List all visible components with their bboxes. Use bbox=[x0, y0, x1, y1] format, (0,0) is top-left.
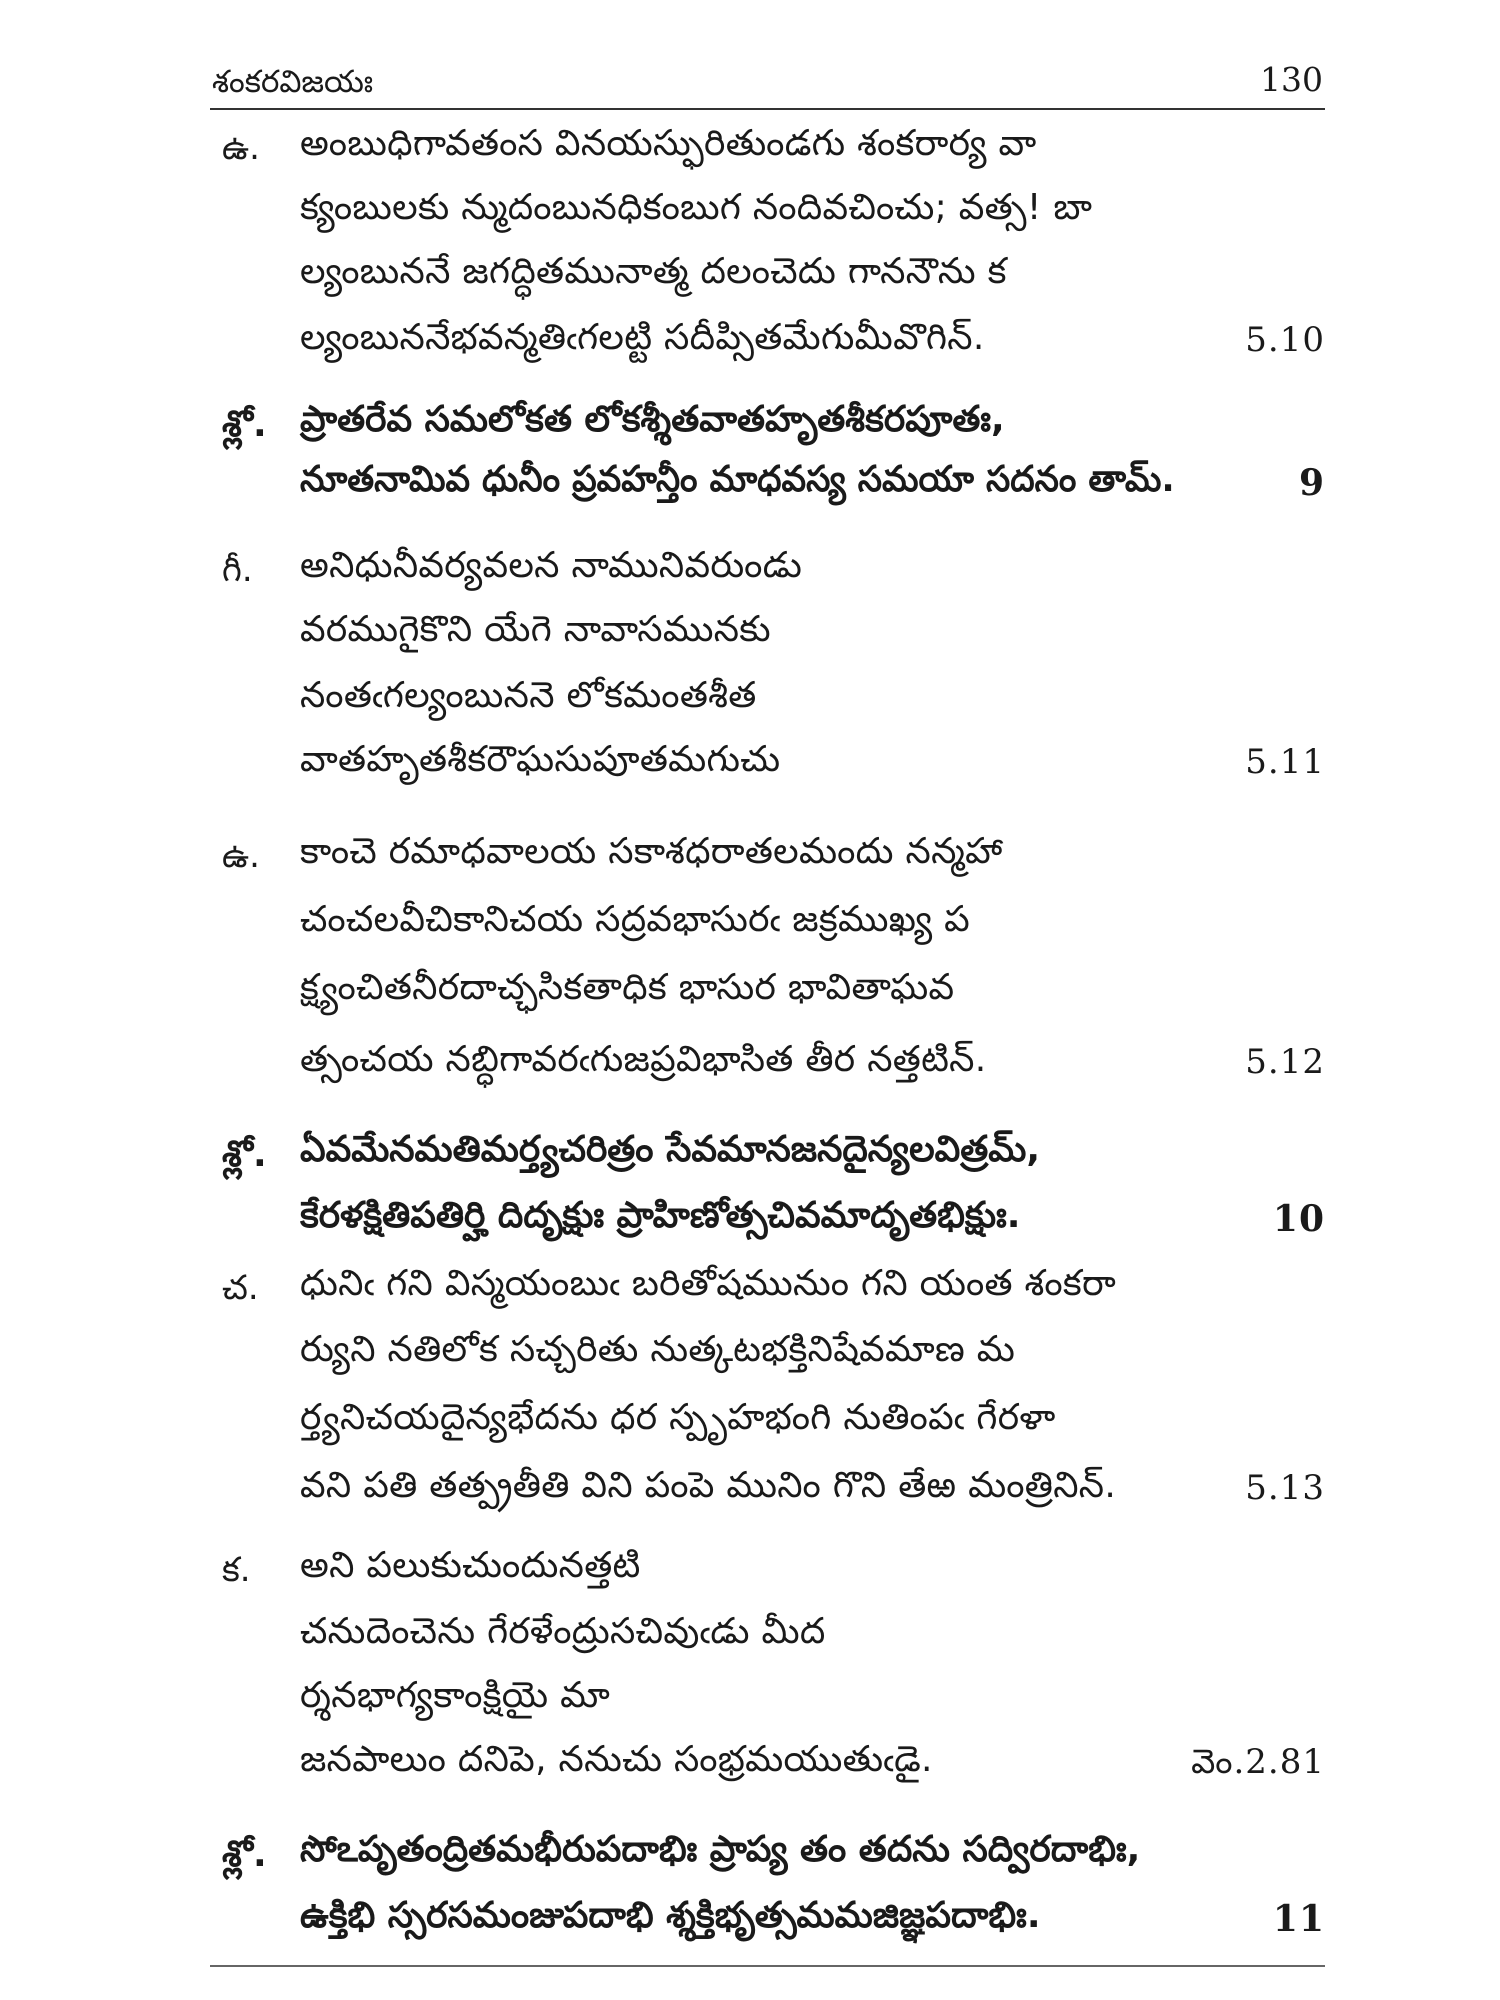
verse-line: త్సంచయ నబ్ధిగావరఁగుజప్రవిభాసిత తీర నత్తటిన్. bbox=[300, 1039, 987, 1080]
verse-meter-label: ఉ. bbox=[222, 836, 260, 876]
shloka-number: 10 bbox=[1272, 1198, 1325, 1240]
verse-line: అంబుధిగావతంస వినయస్ఫురితుండగు శంకరార్య వా bbox=[300, 123, 1037, 164]
running-title: శంకరవిజయః bbox=[212, 64, 374, 100]
shloka-label: శ్లో. bbox=[222, 404, 267, 445]
verse-line: అనిధునీవర్యవలన నామునివరుండు bbox=[300, 545, 803, 586]
verse-line: నంతఁగల్యంబుననె లోకమంతశీత bbox=[300, 675, 757, 716]
shloka-line: సోఽపృతంద్రితమభీరుపదాభిః ప్రాప్య తం తదను సద్విరదాభిః, bbox=[300, 1829, 1141, 1870]
verse-line: చంచలవీచికానిచయ సద్రవభాసురఁ జక్రముఖ్య ప bbox=[300, 899, 971, 940]
verse-reference: 5.11 bbox=[1245, 742, 1325, 782]
verse-line: కాంచె రమాధవాలయ సకాశధరాతలమందు నన్మహా bbox=[300, 831, 1003, 872]
verse-meter-label: క. bbox=[222, 1550, 251, 1590]
verse-reference: 5.10 bbox=[1245, 320, 1325, 360]
shloka-label: శ్లో. bbox=[222, 1834, 267, 1875]
verse-line: క్యంబులకు న్ముదంబునధికంబుగ నందివచించు; వత్స! బా bbox=[300, 187, 1093, 228]
verse-reference: వెం.2.81 bbox=[1191, 1742, 1325, 1782]
page-number: 130 bbox=[1260, 60, 1323, 99]
shloka-line: ప్రాతరేవ సమలోకత లోకశ్శీతవాతహృతశీకరపూతః, bbox=[300, 399, 1005, 440]
verse-reference: 5.13 bbox=[1245, 1468, 1325, 1508]
verse-line: అని పలుకుచుందునత్తటి bbox=[300, 1545, 641, 1586]
verse-line: జనపాలుం దనిపె, ననుచు సంభ్రమయుతుఁడై. bbox=[300, 1739, 933, 1780]
verse-line: ర్యుని నతిలోక సచ్చరితు నుత్కటభక్తినిషేవమాణ మ bbox=[300, 1329, 1016, 1370]
shloka-line: కేరళక్షితిపతిర్హి దిదృక్షుః ప్రాహిణోత్సచివమాదృతభిక్షుః. bbox=[300, 1195, 1021, 1236]
verse-line: ల్యంబుననే జగద్ధితమునాత్మ దలంచెదు గాననౌను క bbox=[300, 251, 1007, 292]
verse-line: ధునిఁ గని విస్మయంబుఁ బరితోషమునుం గని యంత శంకరా bbox=[300, 1263, 1117, 1304]
verse-line: చనుదెంచెను గేరళేంద్రుసచివుఁడు మీద bbox=[300, 1611, 826, 1652]
shloka-line: నూతనామివ ధునీం ప్రవహన్తీం మాధవస్య సమయా సదనం తామ్. bbox=[300, 459, 1175, 500]
verse-line: వాతహృతశీకరౌఘసుపూతమగుచు bbox=[300, 739, 781, 780]
verse-line: ర్త్యనిచయదైన్యభేదను ధర స్పృహభంగి నుతింపఁ గేరళా bbox=[300, 1397, 1056, 1438]
verse-line: క్ష్యంచితనీరదాచ్ఛసికతాధిక భాసుర భావితాఘవ bbox=[300, 967, 955, 1008]
verse-meter-label: గీ. bbox=[222, 550, 253, 590]
verse-reference: 5.12 bbox=[1245, 1042, 1325, 1082]
verse-line: వరముగైకొని యేగె నావాసమునకు bbox=[300, 609, 771, 650]
verse-meter-label: చ. bbox=[222, 1268, 259, 1308]
verse-line: వని పతి తత్ప్రతీతి విని పంపె మునిం గొని తేఱ మంత్రినిన్. bbox=[300, 1465, 1117, 1506]
shloka-label: శ్లో. bbox=[222, 1134, 267, 1175]
footer-rule bbox=[210, 1965, 1325, 1967]
verse-line: ర్శనభాగ్యకాంక్షియై మా bbox=[300, 1675, 611, 1716]
page-header bbox=[210, 58, 1325, 110]
shloka-line: ఉక్తిభి స్సరసమంజుపదాభి శ్శక్తిభృత్సమమజిజ్ఞపదాభిః. bbox=[300, 1895, 1041, 1936]
verse-line: ల్యంబుననేభవన్మతిఁగలట్టి సదీప్సితమేగుమీవొగిన్. bbox=[300, 317, 985, 358]
shloka-number: 11 bbox=[1272, 1898, 1325, 1940]
shloka-number: 9 bbox=[1298, 462, 1325, 504]
shloka-line: ఏవమేనమతిమర్త్యచరిత్రం సేవమానజనదైన్యలవిత్రమ్, bbox=[300, 1129, 1041, 1170]
verse-meter-label: ఉ. bbox=[222, 128, 260, 168]
